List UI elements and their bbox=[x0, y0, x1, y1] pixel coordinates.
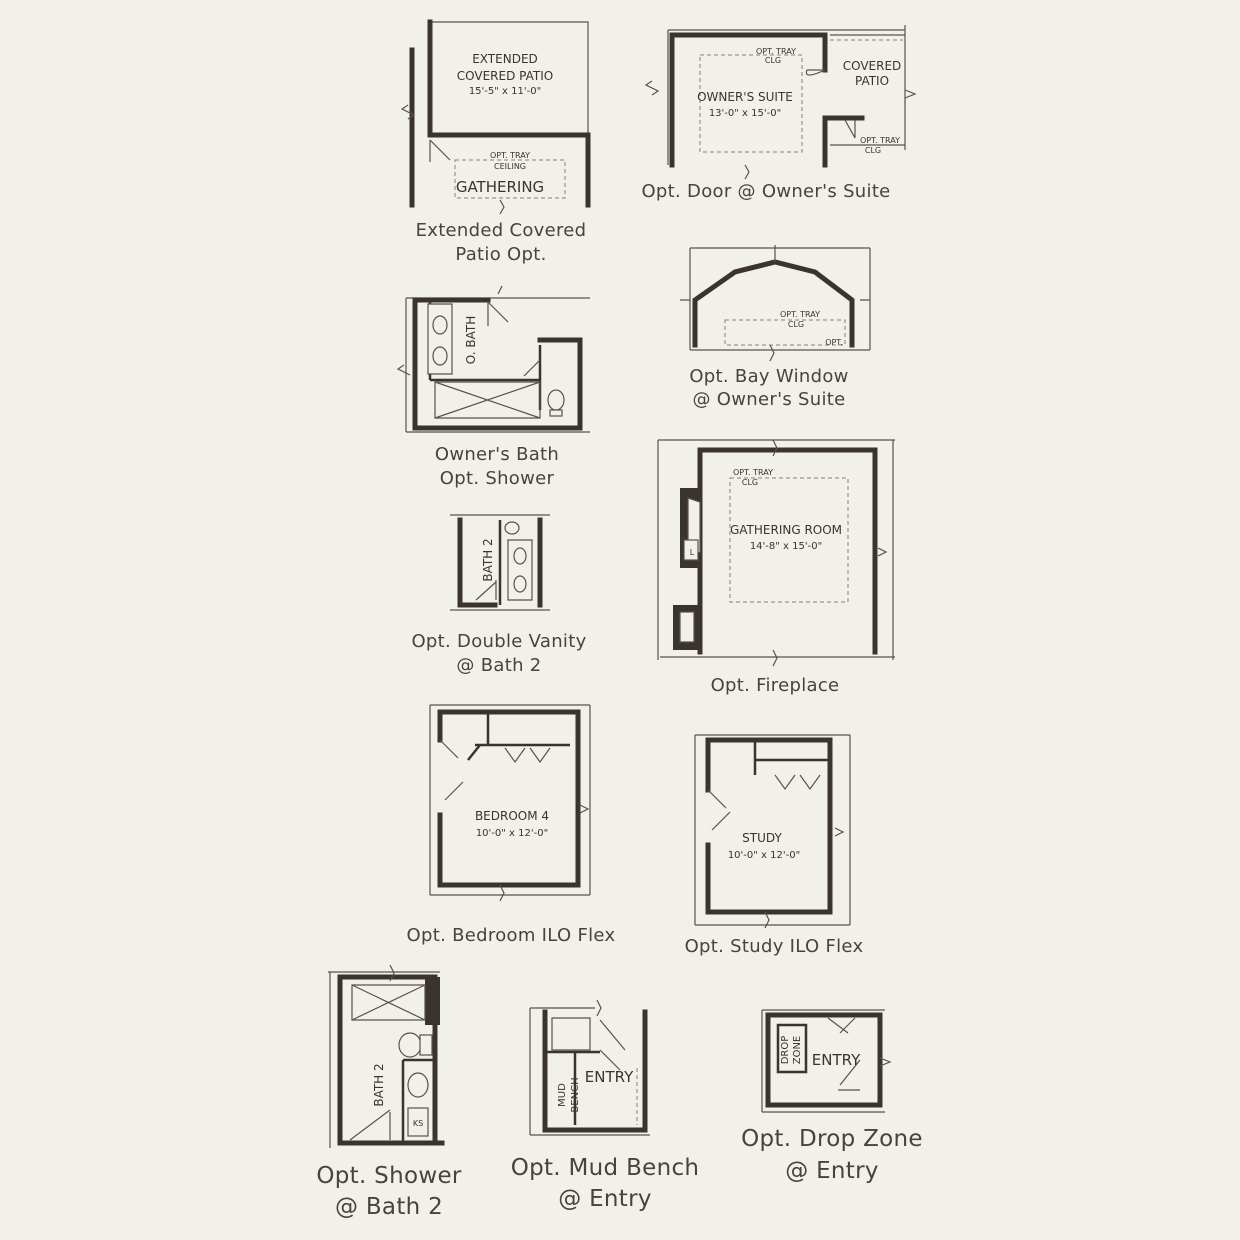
caption-fireplace: Opt. Fireplace bbox=[710, 675, 840, 696]
option-owners-bath-shower bbox=[398, 286, 590, 489]
study-label: STUDY bbox=[742, 831, 782, 845]
caption-bedroom-ilo-flex: Opt. Bedroom ILO Flex bbox=[406, 925, 616, 946]
gathering-room-label: GATHERING ROOM bbox=[729, 523, 843, 537]
caption-double-vanity-line2: @ Bath 2 bbox=[456, 655, 542, 676]
gathering-room-dimension: 14'-8" x 15'-0" bbox=[749, 541, 823, 552]
option-extended-covered-patio bbox=[402, 22, 588, 265]
drop-zone-label-2: ZONE bbox=[792, 1035, 803, 1065]
drop-zone-label-1: DROP bbox=[780, 1035, 791, 1065]
patio-title-line1: EXTENDED bbox=[472, 52, 538, 66]
caption-bay-window-line1: Opt. Bay Window bbox=[689, 366, 849, 387]
owners-bath-label: O. BATH bbox=[464, 315, 478, 365]
caption-extended-patio-line2: Patio Opt. bbox=[455, 244, 547, 265]
entry-label: ENTRY bbox=[584, 1068, 634, 1086]
l-label: L bbox=[689, 548, 695, 557]
caption-mud-bench-line2: @ Entry bbox=[558, 1186, 652, 1212]
owners-suite-dimension: 13'-0" x 15'-0" bbox=[708, 108, 782, 119]
caption-owners-bath-line2: Opt. Shower bbox=[439, 468, 555, 489]
study-dimension: 10'-0" x 12'-0" bbox=[727, 850, 801, 861]
mud-bench-label-2: BENCH bbox=[570, 1077, 581, 1113]
option-fireplace bbox=[658, 440, 895, 696]
tray-ceiling-label-1: OPT. TRAY bbox=[489, 151, 531, 160]
tray-ceiling-label-3: OPT. TRAY bbox=[859, 136, 901, 145]
tray-ceiling-label-2: CLG bbox=[764, 56, 782, 65]
mud-bench-label-1: MUD bbox=[557, 1083, 568, 1107]
tray-ceiling-label-1: OPT. TRAY bbox=[779, 310, 821, 319]
tray-ceiling-label-1: OPT. TRAY bbox=[732, 468, 774, 477]
patio-dimension: 15'-5" x 11'-0" bbox=[468, 86, 542, 97]
caption-door-owners-suite: Opt. Door @ Owner's Suite bbox=[641, 181, 891, 202]
option-mud-bench bbox=[511, 1000, 700, 1212]
caption-shower-bath2-line1: Opt. Shower bbox=[316, 1163, 462, 1189]
caption-drop-zone-line2: @ Entry bbox=[785, 1158, 879, 1184]
covered-patio-label-1: COVERED bbox=[842, 59, 902, 73]
caption-drop-zone-line1: Opt. Drop Zone bbox=[741, 1126, 923, 1152]
gathering-room-label: GATHERING bbox=[455, 178, 545, 196]
caption-bay-window-line2: @ Owner's Suite bbox=[692, 389, 846, 410]
tray-ceiling-label-1: OPT. TRAY bbox=[755, 47, 797, 56]
option-door-owners-suite bbox=[641, 25, 915, 202]
entry-label: ENTRY bbox=[811, 1051, 861, 1069]
ks-label: KS bbox=[412, 1119, 424, 1128]
owners-suite-label: OWNER'S SUITE bbox=[697, 90, 793, 104]
caption-study-ilo-flex: Opt. Study ILO Flex bbox=[684, 936, 864, 957]
opt-label: OPT. bbox=[825, 338, 843, 347]
option-bedroom4 bbox=[407, 705, 616, 946]
caption-mud-bench-line1: Opt. Mud Bench bbox=[510, 1155, 700, 1181]
bath2-label: BATH 2 bbox=[481, 538, 495, 582]
caption-double-vanity-line1: Opt. Double Vanity bbox=[411, 631, 587, 652]
bath2-label: BATH 2 bbox=[372, 1063, 386, 1107]
tray-ceiling-label-4: CLG bbox=[864, 146, 882, 155]
option-drop-zone bbox=[741, 1010, 923, 1184]
tray-ceiling-label-2: CLG bbox=[741, 478, 759, 487]
option-double-vanity-bath2 bbox=[411, 515, 586, 676]
option-study bbox=[685, 735, 864, 957]
tray-ceiling-label-2: CLG bbox=[787, 320, 805, 329]
patio-title-line2: COVERED PATIO bbox=[456, 69, 554, 83]
covered-patio-label-2: PATIO bbox=[854, 74, 890, 88]
caption-shower-bath2-line2: @ Bath 2 bbox=[334, 1194, 444, 1220]
bedroom4-label: BEDROOM 4 bbox=[474, 809, 550, 823]
option-shower-bath2 bbox=[316, 965, 462, 1220]
bedroom4-dimension: 10'-0" x 12'-0" bbox=[475, 828, 549, 839]
caption-owners-bath-line1: Owner's Bath bbox=[434, 444, 560, 465]
option-bay-window bbox=[680, 245, 870, 410]
caption-extended-patio-line1: Extended Covered bbox=[415, 220, 587, 241]
tray-ceiling-label-2: CEILING bbox=[494, 162, 526, 171]
